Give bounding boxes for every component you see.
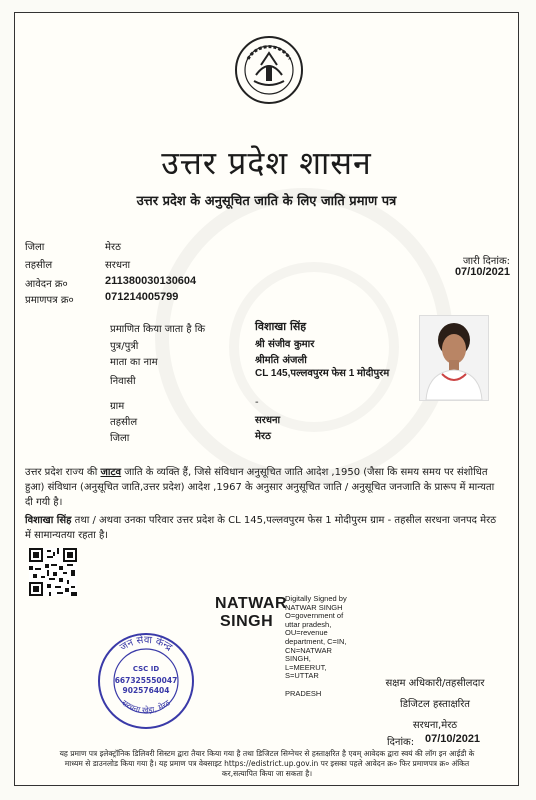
signer-name-line1: NATWAR (215, 595, 288, 612)
application-no: 211380030130604 (105, 275, 197, 287)
qr-code (29, 548, 77, 596)
para2-name: विशाखा सिंह (25, 515, 72, 526)
signature-detail-line: O=government of (285, 611, 344, 621)
certificate-page (14, 12, 519, 786)
issue-date: 07/10/2021 (454, 266, 510, 278)
para1-rest: जाति के व्यक्ति हैं, जिसे संविधान अनुसूचित जाति आदेश ,1950 (जैसा कि समय समय पर संशोधित हुआ) संविधान (अनुसूचित जाति,उत्तर प्रदेश) आदेश ,1967 के अनुसार अनुसूचित जाति / अनुसूचित जनजाति के प्रारूप में मान्यता दी गयी है। (25, 467, 495, 508)
certificate-no-label: प्रमाणपत्र क्र० (25, 295, 74, 306)
signature-detail-line: uttar pradesh, (285, 619, 332, 629)
signature-detail-line: OU=revenue (285, 628, 328, 638)
signature-detail-line: L=MEERUT, (285, 662, 327, 672)
signature-detail-line: PRADESH (285, 688, 322, 698)
signature-place: सरधना,मेरठ (412, 720, 458, 731)
village-label: ग्राम (110, 401, 125, 412)
person-name: विशाखा सिंह (255, 320, 307, 333)
svg-text:सरधना खेड़ा, मेरठ (120, 698, 172, 715)
caste-paragraph (25, 465, 505, 510)
signature-detail-line: SINGH, (285, 654, 311, 664)
tehsil-label: तहसील (25, 260, 53, 271)
seal-csc-id-1: 667325550047 (114, 676, 178, 685)
district-label: जिला (25, 242, 45, 253)
district-value: मेरठ (105, 242, 121, 253)
digital-signature-details (285, 595, 375, 698)
certify-label: प्रमाणित किया जाता है कि (110, 324, 206, 335)
signature-detail-line: CN=NATWAR (285, 645, 332, 655)
footer-line-1: यह प्रमाण पत्र इलेक्ट्रॉनिक डिलिवरी सिस्टम द्वारा तैयार किया गया है तथा डिजिटल सिग्नेचर से हस्ताक्षरित है एवम् आवेदक द्वारा स्वयं की लॉग इन आईडी के (59, 749, 475, 758)
residence-label: निवासी (110, 376, 136, 387)
certificate-no: 071214005799 (105, 291, 179, 303)
signature-date-label: दिनांक: (387, 737, 415, 748)
issue-date-label: जारी दिनांक: (463, 256, 510, 267)
footer-line-3: कर,सत्यापित किया जा सकता है। (221, 769, 313, 778)
signature-detail-line: Digitally Signed by (285, 594, 347, 603)
applicant-photo (419, 315, 489, 401)
relation-label: पुत्र/पुत्री (110, 341, 139, 352)
para1-start: उत्तर प्रदेश राज्य की (25, 467, 98, 478)
up-government-emblem (234, 35, 304, 105)
authority-title: सक्षम अधिकारी/तहसीलदार (385, 678, 485, 689)
application-no-label: आवेदन क्र० (25, 279, 68, 290)
seal-top-text: जन सेवा केन्द्र (118, 634, 174, 654)
signature-detail-line: S=UTTAR (285, 671, 319, 681)
mother-name: श्रीमति अंजली (255, 355, 307, 366)
person-tehsil-label: तहसील (110, 417, 138, 428)
person-district-label: जिला (110, 433, 130, 444)
seal-csc-id-2: 902576404 (122, 686, 170, 695)
tehsil-value: सरधना (105, 260, 131, 271)
residence-value: CL 145,पल्लवपुरम फेस 1 मोदीपुरम (255, 368, 390, 379)
csc-seal (96, 631, 196, 731)
mother-label: माता का नाम (110, 357, 158, 368)
person-tehsil-value: सरधना (255, 415, 281, 426)
svg-text:जन सेवा केन्द्र (118, 634, 174, 654)
signature-date: 07/10/2021 (425, 733, 481, 745)
village-value: - (255, 397, 259, 408)
signature-detail-line: NATWAR SINGH (285, 602, 343, 612)
caste-value: जाटव (100, 467, 122, 478)
page-title: उत्तर प्रदेश शासन (161, 144, 372, 182)
signature-detail-line: department, C=IN, (285, 636, 347, 646)
para2-rest: तथा / अथवा उनका परिवार उत्तर प्रदेश के CL 145,पल्लवपुरम फेस 1 मोदीपुरम ग्राम - तहसील सरधना जनपद मेरठ में सामान्यतया रहता है। (25, 515, 497, 541)
page-subtitle: उत्तर प्रदेश के अनुसूचित जाति के लिए जाति प्रमाण पत्र (136, 194, 397, 209)
seal-csc-label: CSC ID (132, 665, 160, 673)
father-name: श्री संजीव कुमार (255, 339, 315, 350)
signer-name-line2: SINGH (220, 613, 274, 630)
footer-line-2: माध्यम से डाउनलोड किया गया है। यह प्रमाण पत्र वेबसाइट https://edistrict.up.gov.in पर इसका पहले आवेदन क्र० फिर प्रमाणपत्र क्र० अंकित (64, 759, 470, 768)
person-district-value: मेरठ (255, 431, 271, 442)
seal-bottom-text: सरधना खेड़ा, मेरठ (120, 698, 172, 715)
digital-signed-label: डिजिटल हस्ताक्षरित (400, 699, 470, 710)
footer-note (23, 749, 511, 779)
residence-paragraph (25, 513, 505, 543)
